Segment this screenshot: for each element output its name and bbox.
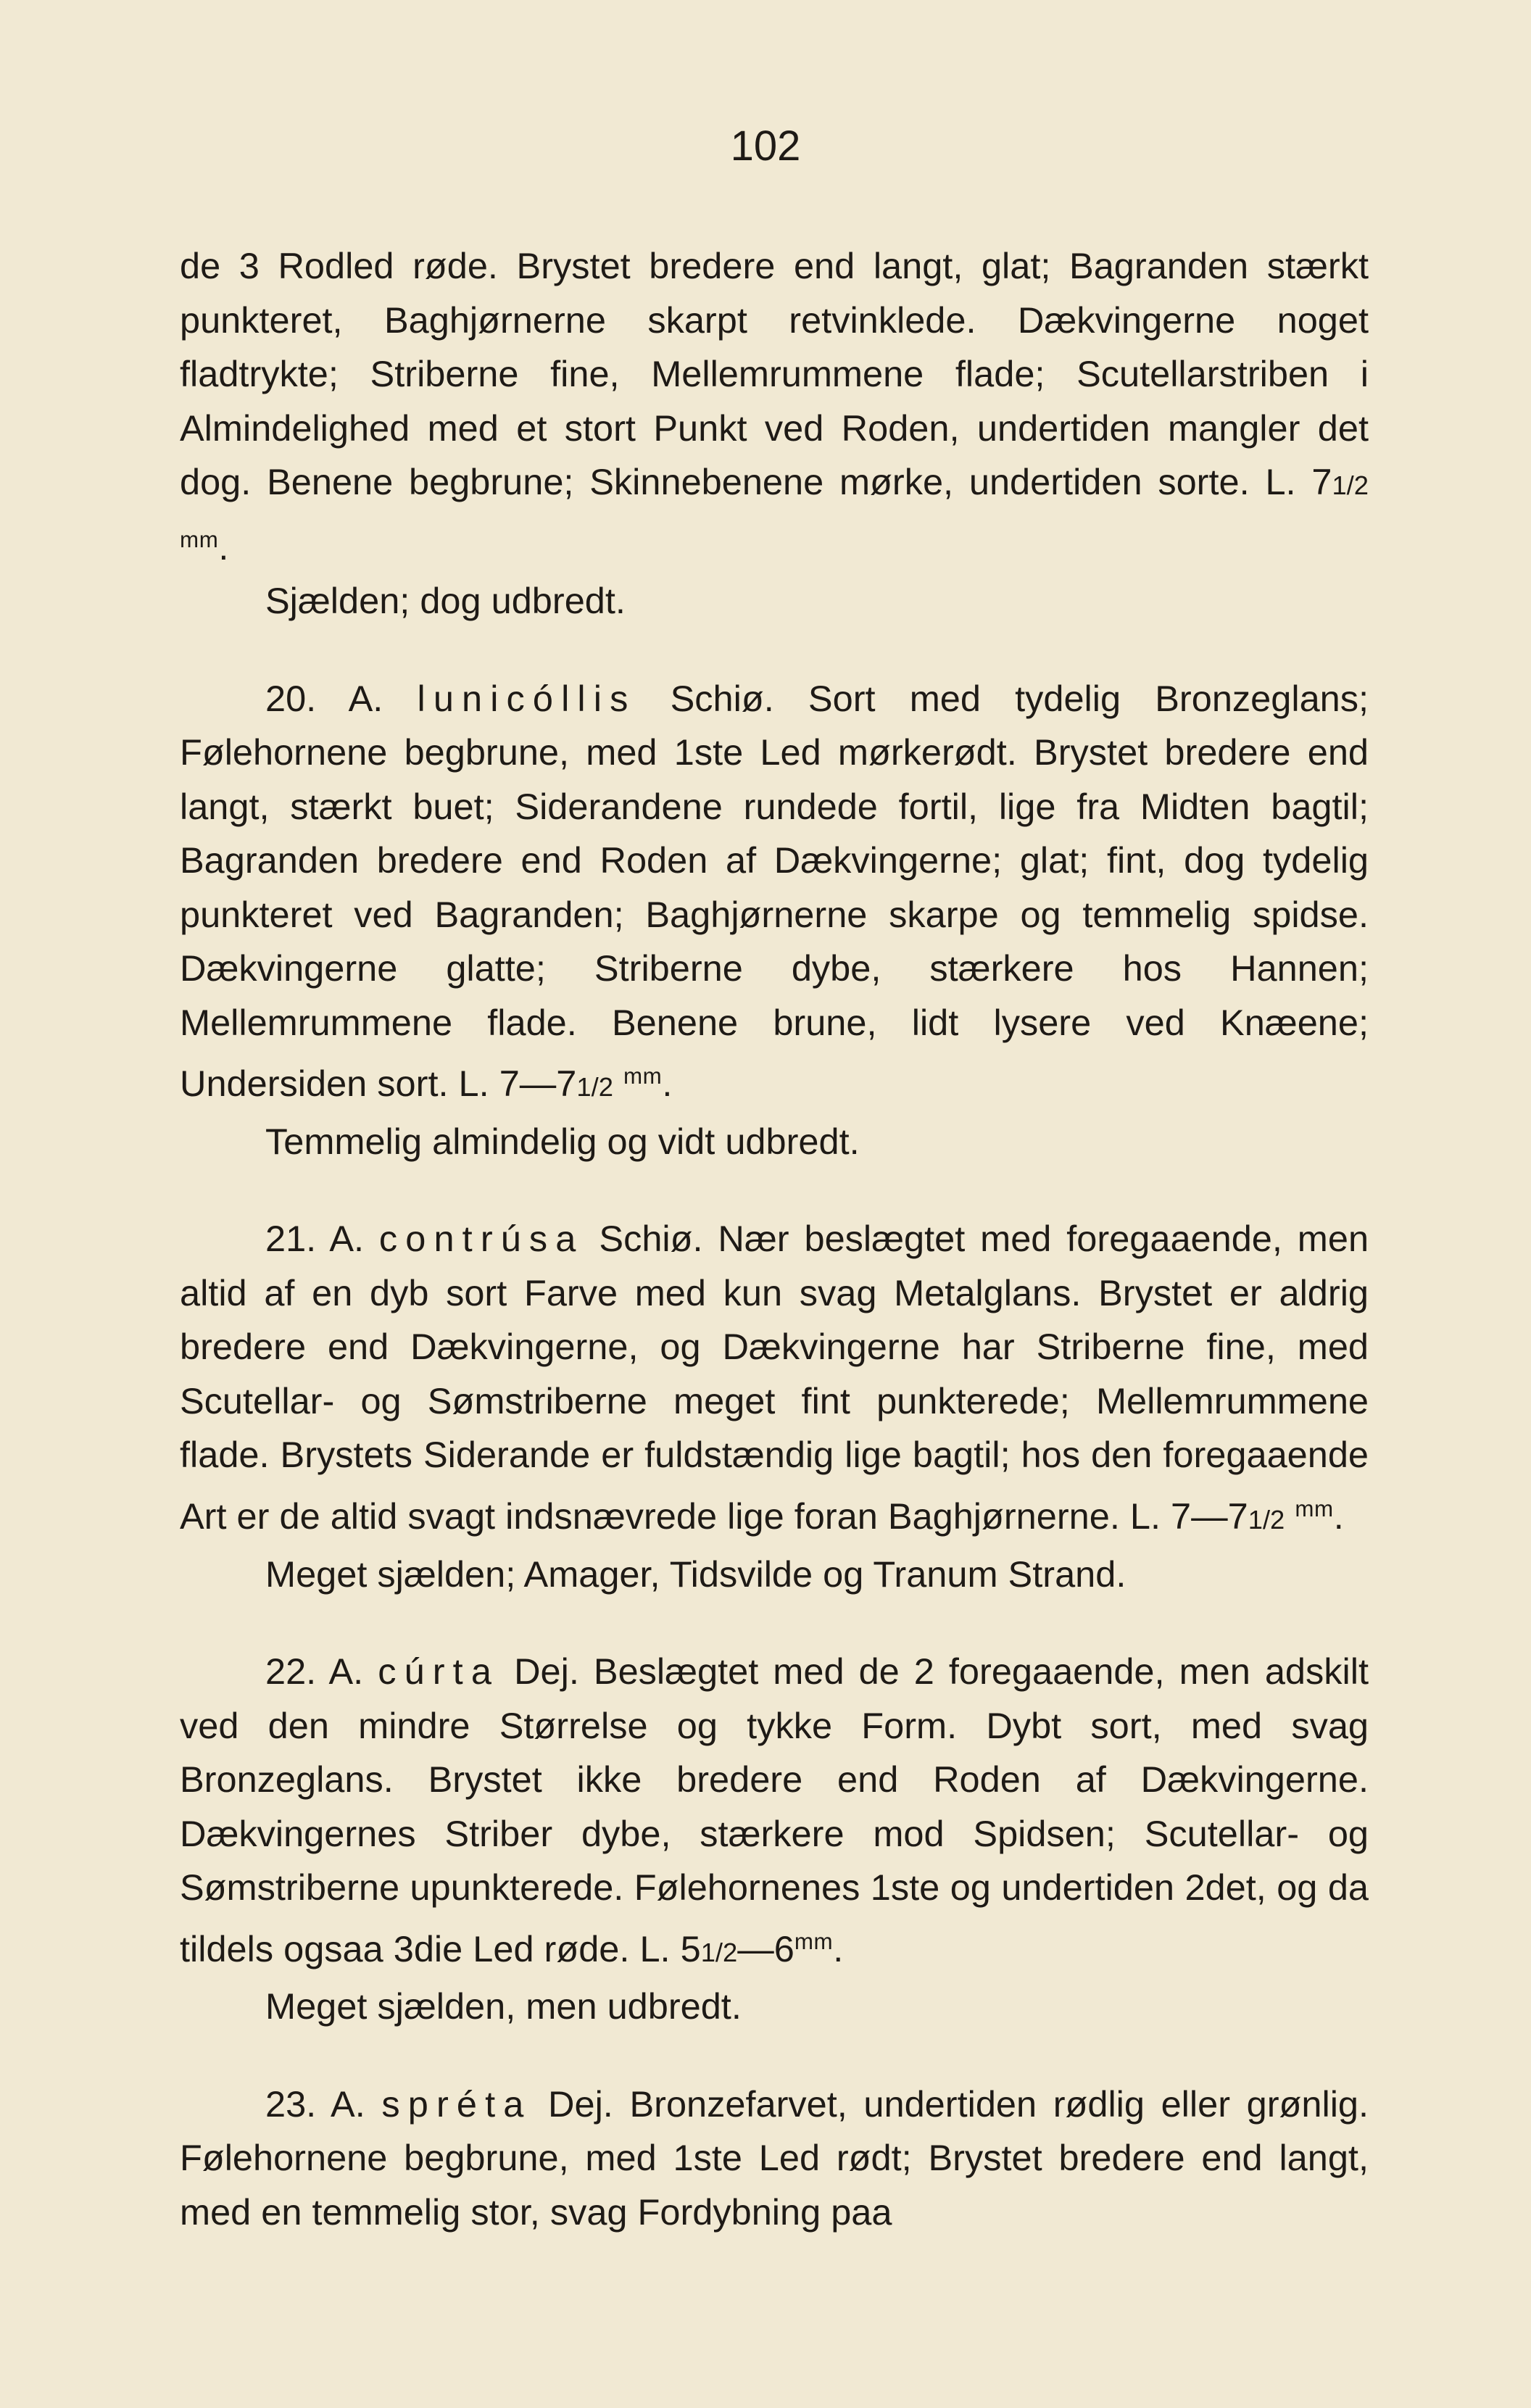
period: . [218, 526, 229, 568]
species-name: contrúsa [378, 1218, 584, 1260]
unit-mm: mm [180, 526, 219, 552]
description: Nær beslægtet med foregaaende, men altid af en dyb sort Farve med kun svag Metalglans. Brystet er aldrig bredere end Dækvingerne, og Dækvingerne har Striberne fine, med Scutellar- og Sømstriberne meget fint punkterede; Mellemrummene flade. Brystets Siderande er fuldstændig lige bagtil; hos den foregaaende Art er de altid svagt indsnævrede lige foran Baghjørnerne. L. 7—7 [180, 1218, 1369, 1537]
genus-abbrev: A. [348, 677, 383, 719]
genus-abbrev: A. [328, 1651, 364, 1693]
page-body [180, 239, 1369, 2239]
entry-number: 22. [265, 1651, 317, 1693]
species-entry [180, 672, 1369, 1115]
entry-number: 20. [265, 677, 317, 719]
author: Schiø. [670, 677, 774, 719]
spacer [180, 1601, 1369, 1645]
genus-abbrev: A. [329, 1218, 365, 1260]
page-number: 102 [730, 123, 801, 170]
fraction: 1/2 [576, 1072, 613, 1103]
species-name: spréta [381, 2083, 532, 2125]
occurrence-note: Temmelig almindelig og vidt udbredt. [265, 1120, 860, 1162]
entry-number: 21. [265, 1218, 317, 1260]
range-end: —6 [737, 1927, 794, 1969]
spacer [180, 1168, 1369, 1212]
period: . [833, 1927, 844, 1969]
description: Sort med tydelig Bronzeglans; Følehornene begbrune, med 1ste Led mørkerødt. Brystet bredere end langt, stærkt buet; Siderandene rundede fortil, lige fra Midten bagtil; Bagranden bredere end Roden af Dækvingerne; glat; fint, dog tydelig punkteret ved Bagranden; Baghjørnerne skarpe og temmelig spidse. Dækvingerne glatte; Striberne dybe, stærkere hos Hannen; Mellemrummene flade. Benene brune, lidt lysere ved Knæene; Undersiden sort. L. 7—7 [180, 677, 1369, 1105]
author: Dej. [514, 1651, 579, 1693]
occurrence-note: Sjælden; dog udbredt. [265, 580, 626, 622]
fraction: 1/2 [1332, 470, 1369, 500]
unit-mm: mm [1295, 1495, 1334, 1521]
author: Dej. [548, 2083, 613, 2125]
species-entry [180, 2077, 1369, 2240]
description: Beslægtet med de 2 foregaaende, men adskilt ved den mindre Størrelse og tykke Form. Dybt sort, med svag Bronzeglans. Brystet ikke bredere end Roden af Dækvingerne. Dækvingernes Striber dybe, stærkere mod Spidsen; Scutellar- og Sømstriberne upunkterede. Følehornenes 1ste og undertiden 2det, og da tildels ogsaa 3die Led røde. L. 5 [180, 1651, 1369, 1969]
species-name: cúrta [378, 1651, 500, 1693]
occurrence-note: Meget sjælden, men udbredt. [265, 1985, 742, 2027]
author: Schiø. [599, 1218, 703, 1260]
fraction: 1/2 [1248, 1505, 1285, 1535]
unit-mm: mm [623, 1063, 663, 1089]
fraction: 1/2 [700, 1937, 738, 1967]
occurrence-note: Meget sjælden; Amager, Tidsvilde og Tranum Strand. [265, 1553, 1127, 1595]
species-entry [180, 1645, 1369, 1980]
period: . [1333, 1495, 1344, 1537]
species-name: lunicóllis [417, 677, 636, 719]
continued-text: de 3 Rodled røde. Brystet bredere end langt, glat; Bagranden stærkt punkteret, Baghjørnerne skarpt retvinklede. Dækvingerne noget fladtrykte; Striberne fine, Mellemrummene flade; Scutellarstriben i Almindelighed med et stort Punkt ved Roden, undertiden mangler det dog. Benene begbrune; Skinnebenene mørke, undertiden sorte. L. 7 [180, 245, 1369, 502]
spacer [180, 628, 1369, 672]
continued-paragraph [180, 239, 1369, 574]
entry-number: 23. [265, 2083, 317, 2125]
period: . [662, 1063, 673, 1105]
genus-abbrev: A. [331, 2083, 365, 2125]
description: Bronzefarvet, undertiden rødlig eller grønlig. Følehornene begbrune, med 1ste Led rødt; Brystet bredere end langt, med en temmelig stor, svag Fordybning paa [180, 2083, 1369, 2233]
species-entry [180, 1212, 1369, 1547]
unit-mm: mm [794, 1928, 834, 1954]
spacer [180, 2034, 1369, 2077]
